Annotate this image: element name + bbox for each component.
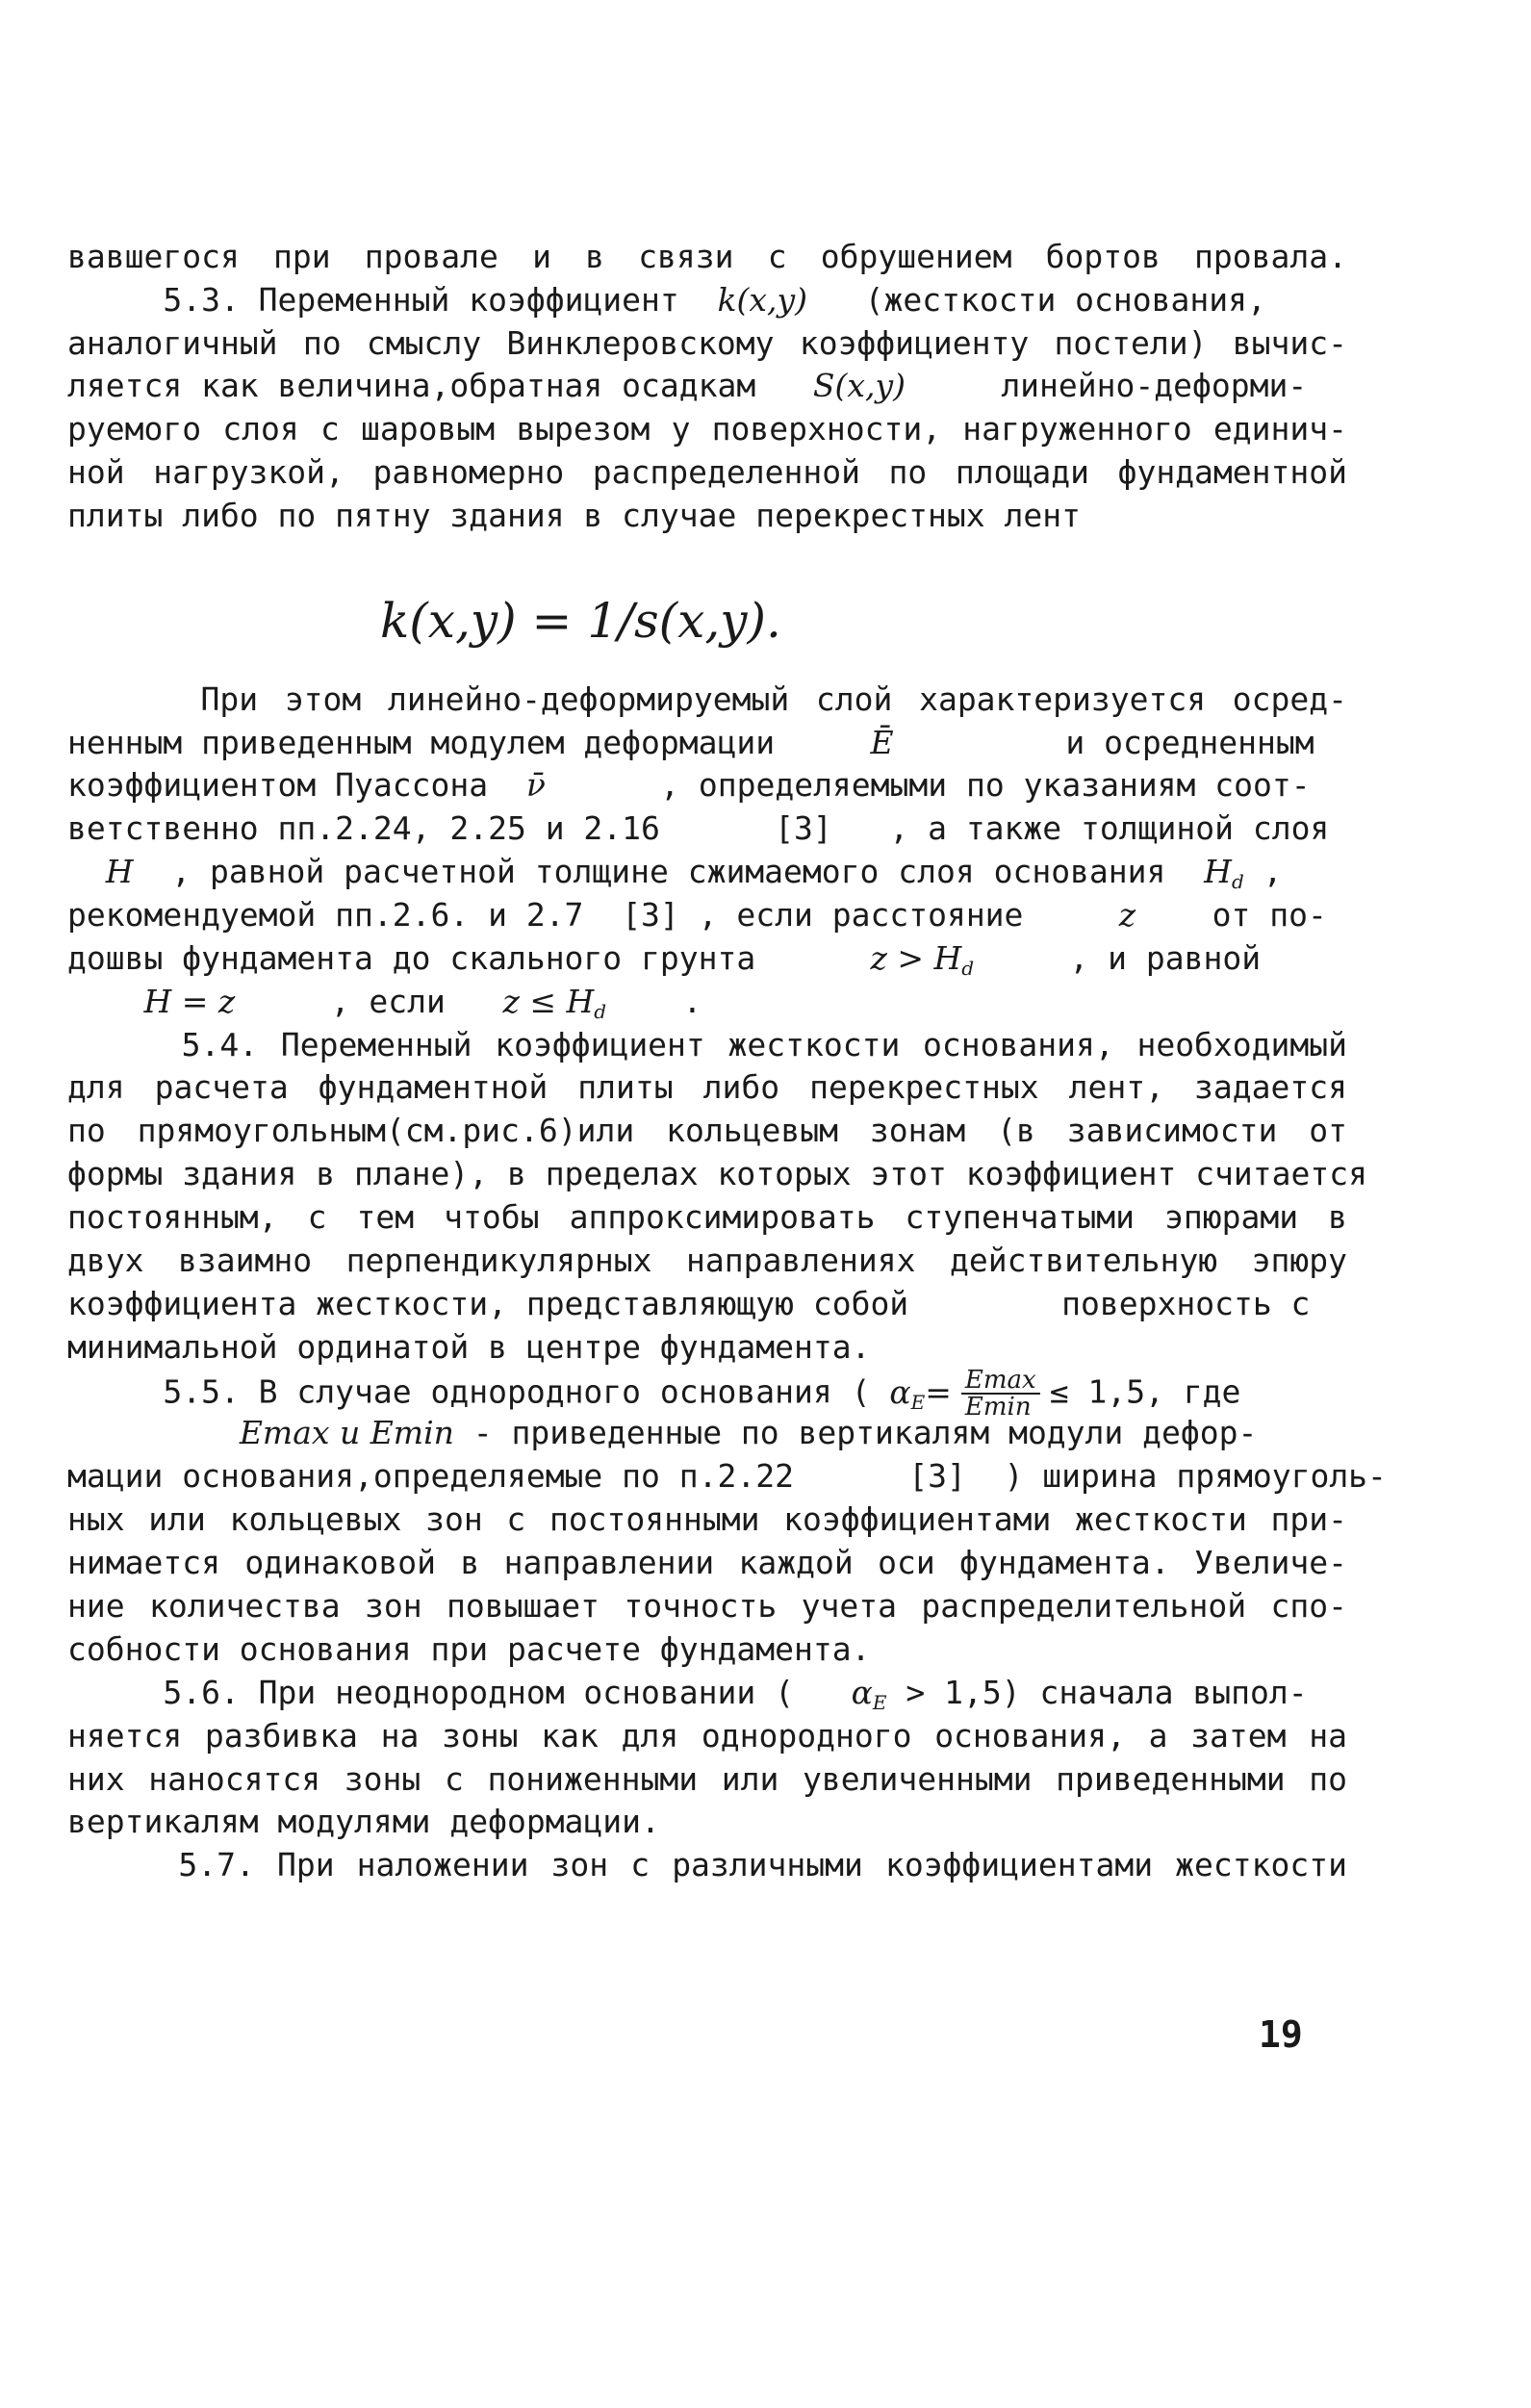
text-line: Emax и Emin - приведенные по вертикалям модули дефор- xyxy=(239,1414,1258,1451)
text-line: 5.6. При неоднородном основании ( $\alpha_E > 1,5$) сначала выпол- xyxy=(163,1674,1308,1714)
text-line: плиты либо по пятну здания в случае перекрестных лент xyxy=(67,497,1081,534)
text-line: двух взаимно перпендикулярных направлениях действительную эпюру xyxy=(67,1242,1347,1279)
text-line: по прямоугольным(см.рис.6)или кольцевым зонам (в зависимости от xyxy=(67,1112,1347,1149)
text-line: постоянным, с тем чтобы аппроксимировать ступенчатыми эпюрами в xyxy=(67,1198,1347,1236)
text-line: вертикалям модулями деформации. xyxy=(67,1803,660,1840)
text-line: собности основания при расчете фундамента. xyxy=(67,1630,871,1668)
formula: k(x,y) = 1/s(x,y). xyxy=(380,593,781,649)
text-line: H , равной расчетной толщине сжимаемого слоя основания $H_d$ , xyxy=(105,853,1283,893)
text-line: ние количества зон повышает точность учета распределительной спо- xyxy=(67,1587,1347,1625)
text-line: 5.7. При наложении зон с различными коэффициентами жесткости xyxy=(178,1846,1347,1883)
text-line: ляется как величина,обратная осадкам S(x,y) линейно-деформи- xyxy=(67,367,1308,404)
text-line: минимальной ординатой в центре фундамента. xyxy=(67,1328,871,1366)
text-line: 5.3. Переменный коэффициент k(x,y) (жесткости основания, xyxy=(163,281,1266,319)
text-line: вавшегося при провале и в связи с обрушением бортов провала. xyxy=(67,238,1347,275)
text-line: рекомендуемой пп.2.6. и 2.7 [3] , если расстояние z от по- xyxy=(67,896,1327,934)
text-line: няется разбивка на зоны как для однородного основания, а затем на xyxy=(67,1717,1347,1755)
text-line: ной нагрузкой, равномерно распределенной по площади фундаментной xyxy=(67,453,1347,491)
text-line: руемого слоя с шаровым вырезом у поверхности, нагруженного единич- xyxy=(67,410,1347,448)
text-line: формы здания в плане), в пределах которых этот коэффициент считается xyxy=(67,1155,1368,1192)
text-line: дошвы фундамента до скального грунта $z > H_d$ , и равной xyxy=(67,939,1262,980)
text-line: 5.4. Переменный коэффициент жесткости основания, необходимый xyxy=(181,1026,1347,1063)
text-line: ных или кольцевых зон с постоянными коэффициентами жесткости при- xyxy=(67,1500,1347,1538)
text-line: коэффициентом Пуассона ν̄ , определяемыми по указаниям соот- xyxy=(67,766,1311,804)
text-line: нимается одинаковой в направлении каждой оси фундамента. Увеличе- xyxy=(67,1544,1347,1581)
text-line: них наносятся зоны с пониженными или увеличенными приведенными по xyxy=(67,1760,1347,1798)
text-line: 5.5. В случае однородного основания ( $\alpha_E=$ $\frac{Emax}{Emin}$ ≤ 1,5, где xyxy=(163,1366,1241,1422)
text-line: При этом линейно-деформируемый слой характеризуется осред- xyxy=(200,680,1348,718)
emax-emin-fraction: $\frac{Emax}{Emin}$ xyxy=(961,1368,1040,1420)
text-line: мации основания,определяемые по п.2.22 [3] ) ширина прямоуголь- xyxy=(67,1457,1387,1495)
page-number: 19 xyxy=(1259,2013,1303,2056)
text-line: ветственно пп.2.24, 2.25 и 2.16 [3] , а также толщиной слоя xyxy=(67,809,1330,847)
text-line: для расчета фундаментной плиты либо перекрестных лент, задается xyxy=(67,1068,1347,1106)
text-line: H = z , если $z \le H_d$ . xyxy=(143,983,702,1023)
text-line: аналогичный по смыслу Винклеровскому коэффициенту постели) вычис- xyxy=(67,324,1347,362)
text-line: коэффициента жесткости, представляющую собой поверхность с xyxy=(67,1285,1311,1322)
text-line: ненным приведенным модулем деформации Ē и осредненным xyxy=(67,724,1314,761)
